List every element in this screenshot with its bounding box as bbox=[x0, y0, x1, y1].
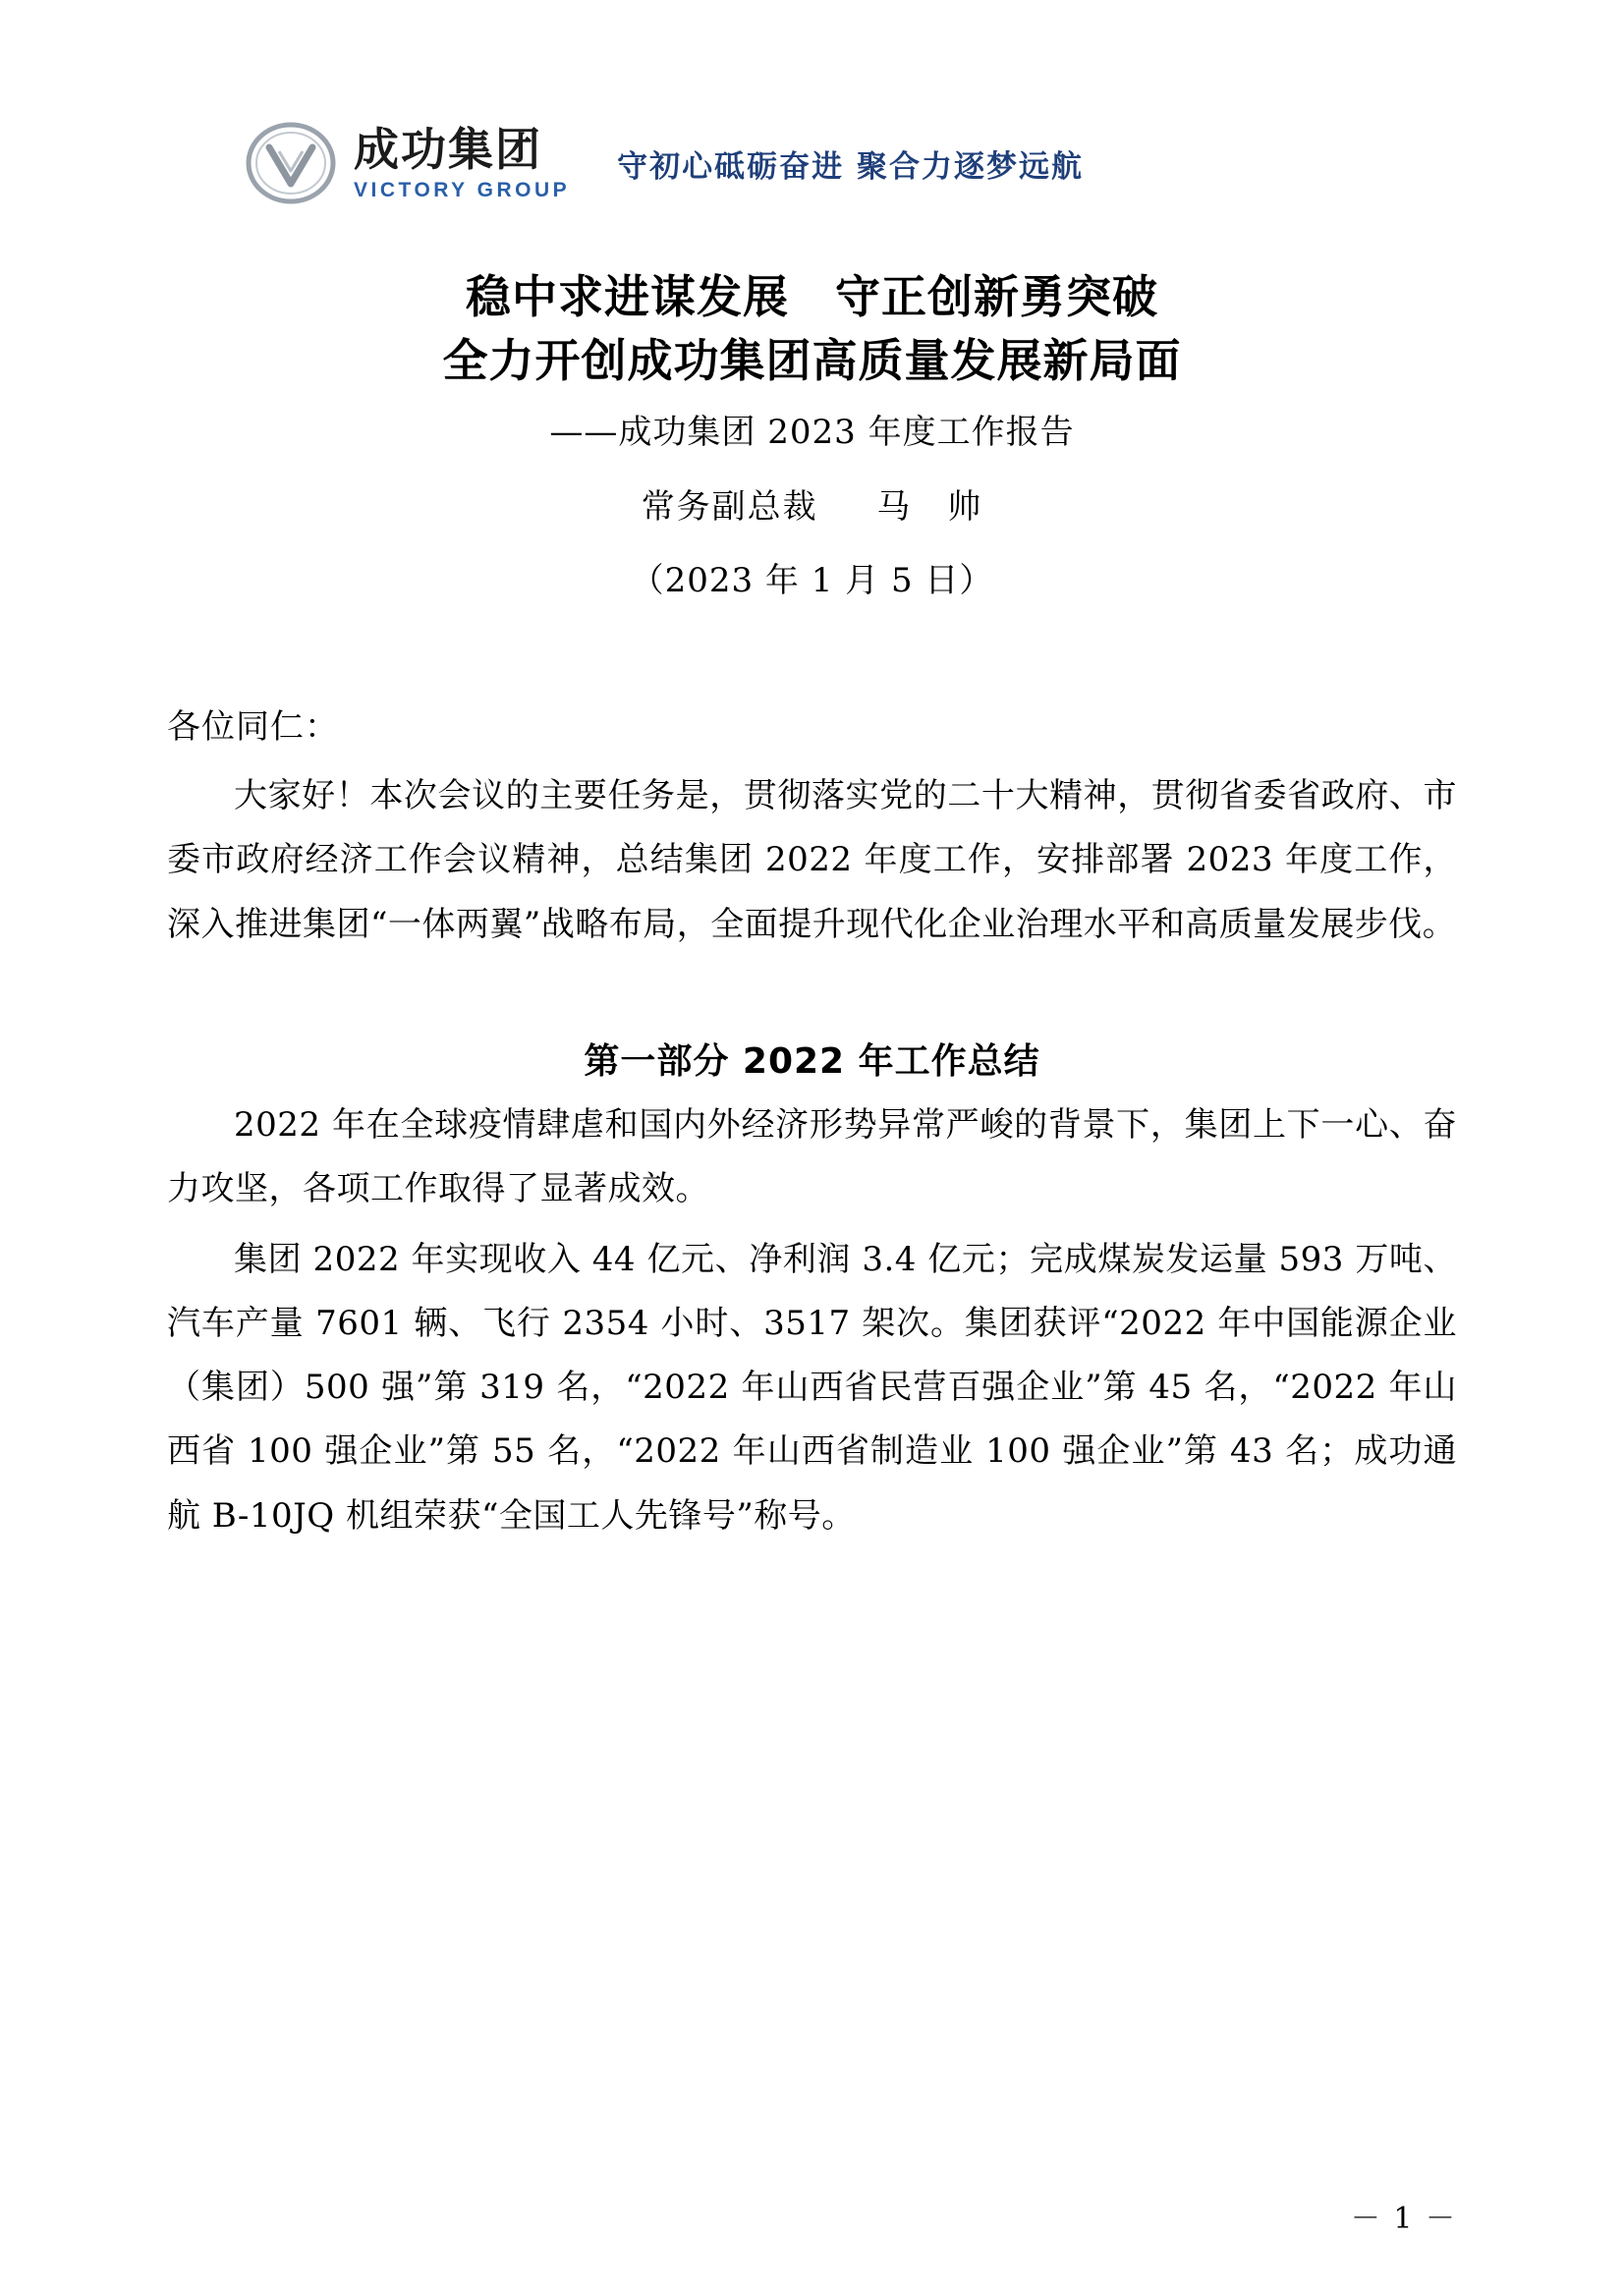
salutation: 各位同仁： bbox=[167, 706, 339, 747]
paragraph-2: 集团 2022 年实现收入 44 亿元、净利润 3.4 亿元；完成煤炭发运量 593 万吨、汽车产量 7601 辆、飞行 2354 小时、3517 架次。集团获评“2022 年中国能源企业（集团）500 强”第 319 名，“2022 年山西省民营百强企业”第 45 名，“2022 年山西省 100 强企业”第 55 名，“2022 年山西省制造业 100 强企业”第 43 名；成功通航 B-10JQ 机组荣获“全国工人先锋号”称号。 bbox=[167, 1239, 1457, 1536]
logo-company-name-en: VICTORY GROUP bbox=[354, 178, 571, 201]
logo-wordmark bbox=[354, 122, 571, 201]
logo-company-name-cn: 成功集团 bbox=[354, 122, 542, 176]
document-date: （2023 年 1 月 5 日） bbox=[630, 560, 994, 600]
page-title-line-1: 稳中求进谋发展 守正创新勇突破 bbox=[466, 270, 1158, 323]
page-title-line-2: 全力开创成功集团高质量发展新局面 bbox=[442, 334, 1182, 388]
page-title bbox=[167, 265, 1457, 394]
page-subtitle: ——成功集团 2023 年度工作报告 bbox=[549, 412, 1075, 452]
company-slogan: 守初心砥砺奋进 聚合力逐梦远航 bbox=[617, 148, 1084, 185]
page-number: － 1 － bbox=[1350, 2202, 1457, 2236]
paragraph-1: 2022 年在全球疫情肆虐和国内外经济形势异常严峻的背景下，集团上下一心、奋力攻坚，各项工作取得了显著成效。 bbox=[167, 1105, 1457, 1209]
victory-group-shield-logo-icon bbox=[246, 122, 336, 204]
presenter-name: 马 帅 bbox=[876, 486, 983, 527]
section-heading-part-one: 第一部分 2022 年工作总结 bbox=[584, 1041, 1040, 1083]
intro-paragraph: 大家好！本次会议的主要任务是，贯彻落实党的二十大精神，贯彻省委省政府、市委市政府经济工作会议精神，总结集团 2022 年度工作，安排部署 2023 年度工作，深入推进集团“一体两翼”战略布局，全面提升现代化企业治理水平和高质量发展步伐。 bbox=[167, 776, 1457, 944]
presenter-line bbox=[167, 479, 1457, 528]
presenter-role: 常务副总裁 bbox=[641, 486, 818, 527]
document-header bbox=[246, 118, 1457, 208]
